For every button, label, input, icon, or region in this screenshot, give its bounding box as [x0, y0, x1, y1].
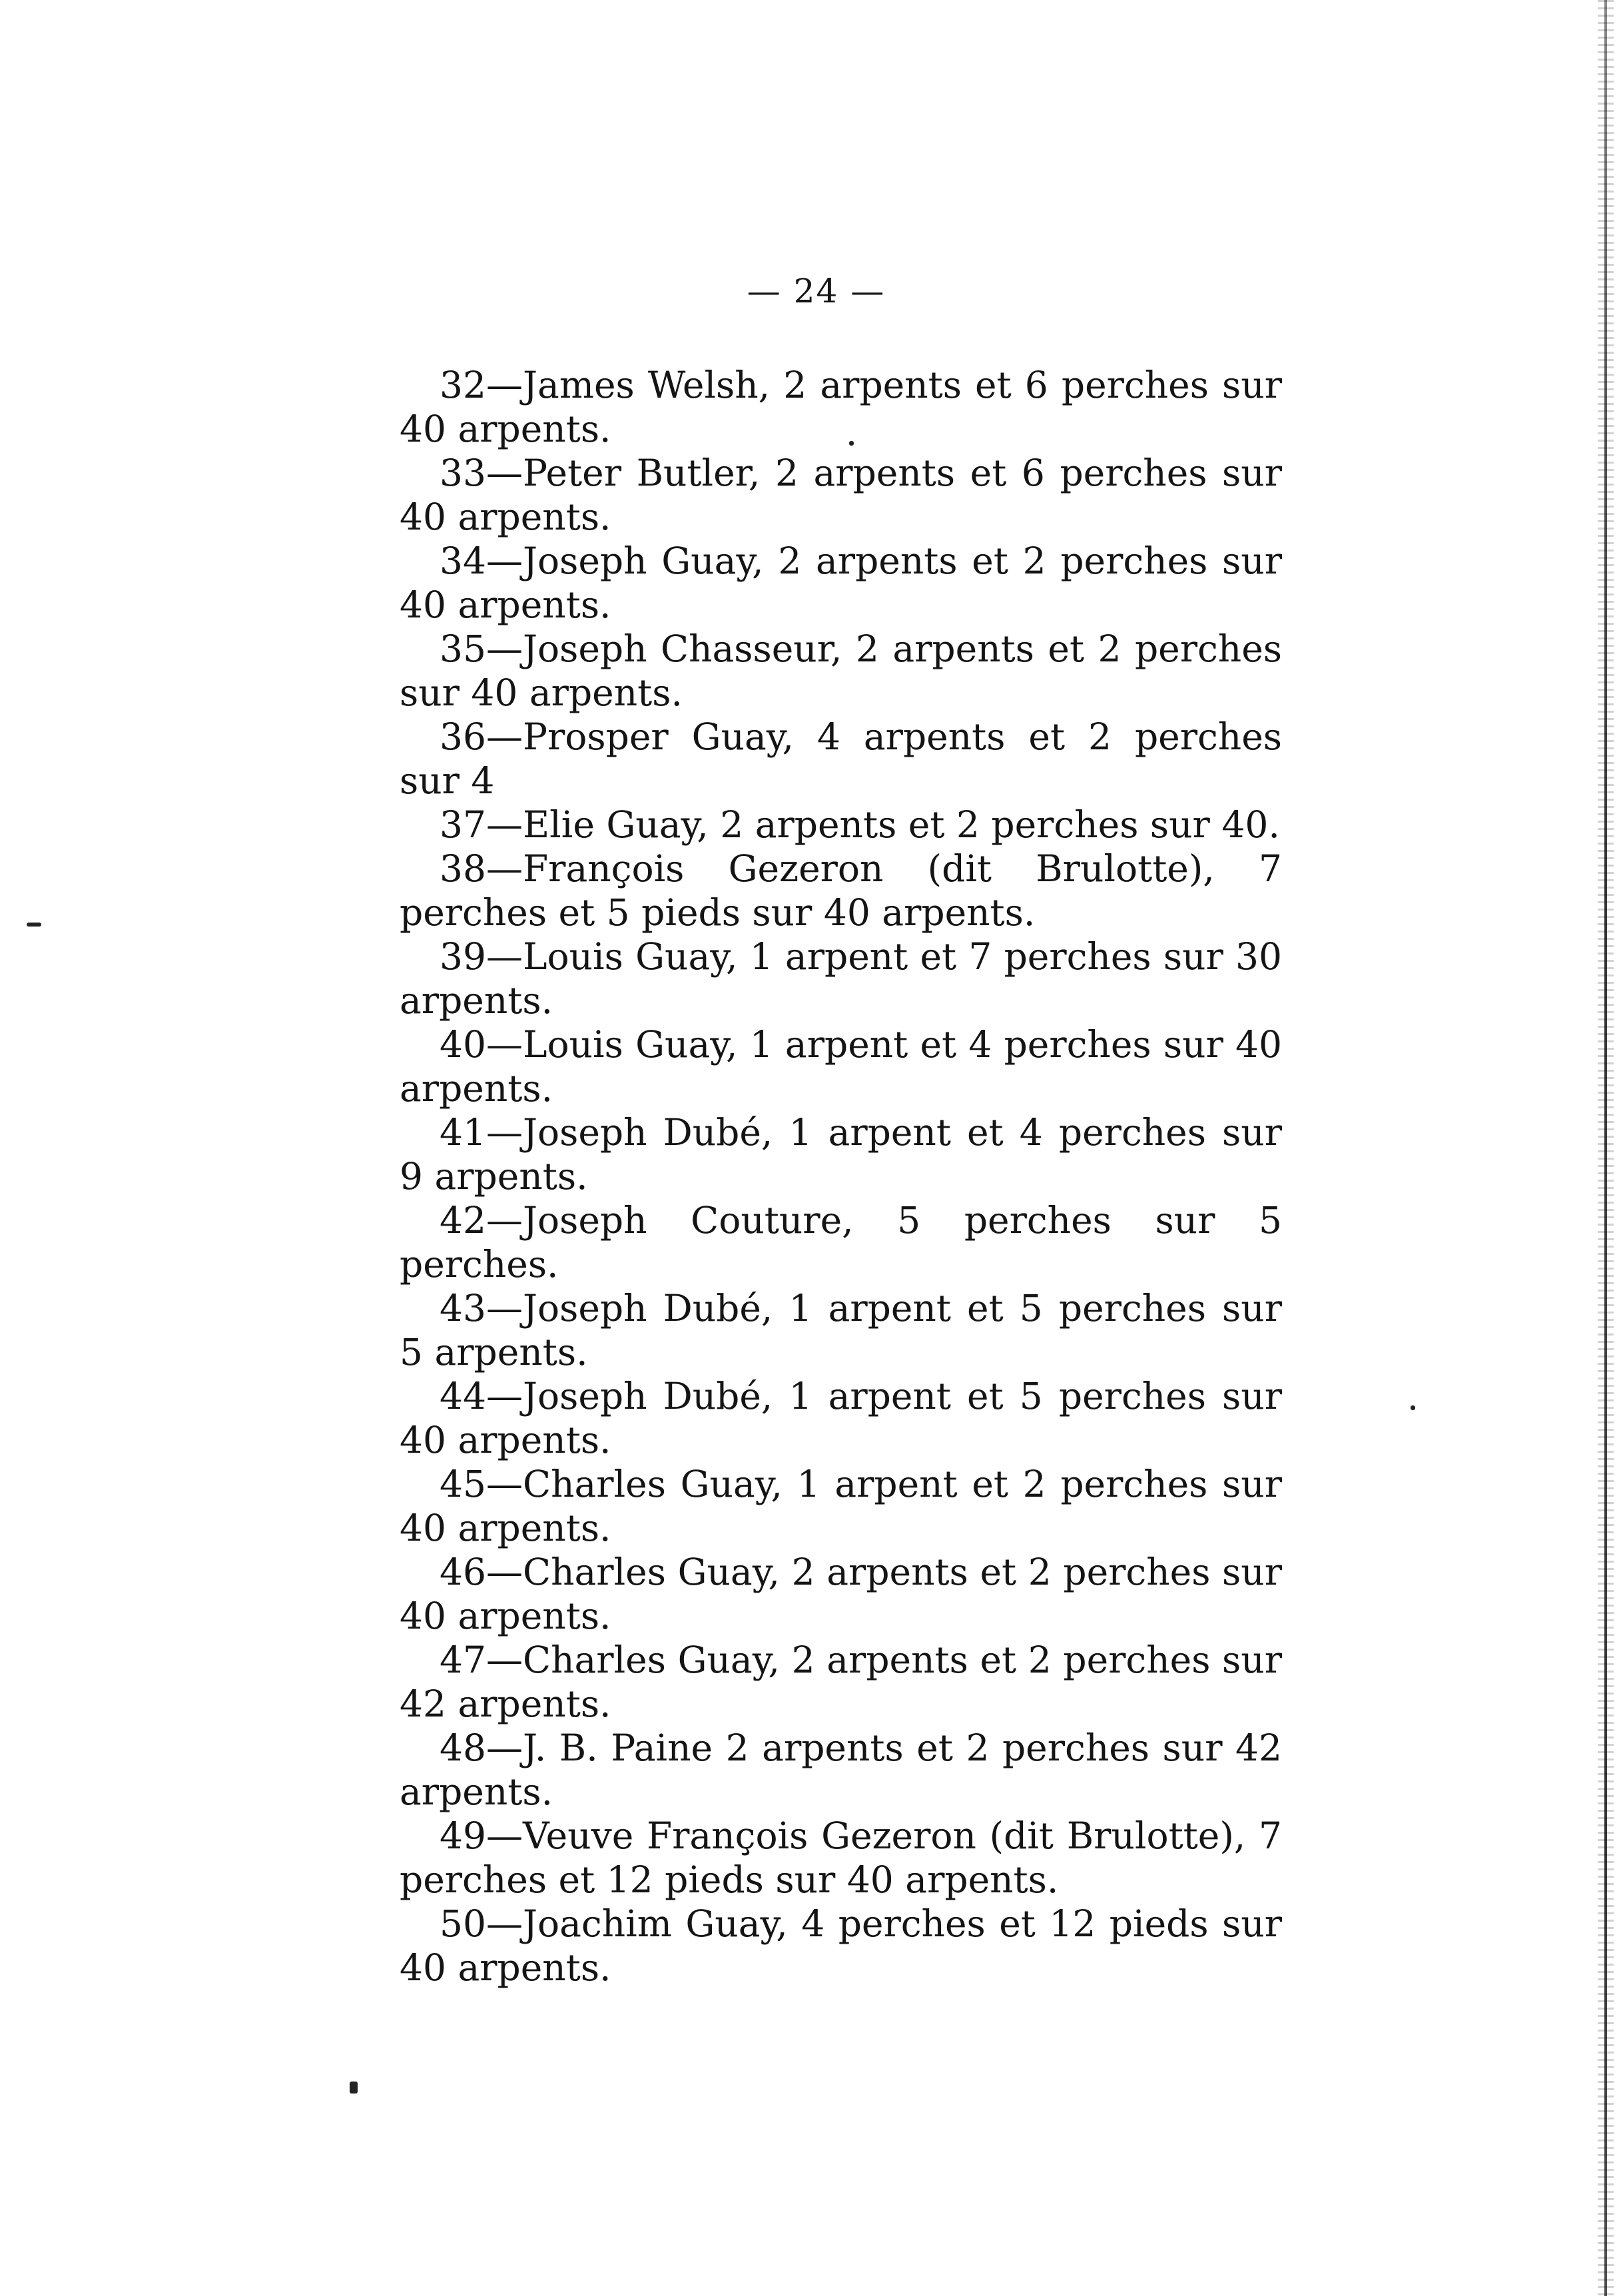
- entry-34: 34—Joseph Guay, 2 arpents et 2 perches sur 40 arpents.: [400, 540, 1282, 626]
- entry-49: 49—Veuve François Gezeron (dit Brulotte), 7 perches et 12 pieds sur 40 arpents.: [400, 1814, 1282, 1901]
- entry-32: 32—James Welsh, 2 arpents et 6 perches sur 40 arpents.: [400, 364, 1282, 450]
- stray-mark-right: [1411, 1405, 1415, 1410]
- entry-list: [400, 363, 1282, 1990]
- entry-46: 46—Charles Guay, 2 arpents et 2 perches sur 40 arpents.: [400, 1551, 1282, 1637]
- entry-42: 42—Joseph Couture, 5 perches sur 5 perches.: [400, 1199, 1282, 1286]
- entry-44: 44—Joseph Dubé, 1 arpent et 5 perches sur 40 arpents.: [400, 1375, 1282, 1461]
- entry-47: 47—Charles Guay, 2 arpents et 2 perches sur 42 arpents.: [400, 1639, 1282, 1725]
- entry-40: 40—Louis Guay, 1 arpent et 4 perches sur 40 arpents.: [400, 1023, 1282, 1110]
- entry-36: 36—Prosper Guay, 4 arpents et 2 perches sur 4: [400, 715, 1282, 802]
- entry-43: 43—Joseph Dubé, 1 arpent et 5 perches sur 5 arpents.: [400, 1287, 1282, 1373]
- stray-mark-top: [849, 441, 854, 446]
- binding-edge: [1579, 0, 1619, 2296]
- entry-37: 37—Elie Guay, 2 arpents et 2 perches sur 40.: [440, 803, 1280, 846]
- entry-33: 33—Peter Butler, 2 arpents et 6 perches sur 40 arpents.: [400, 452, 1282, 538]
- entry-48: 48—J. B. Paine 2 arpents et 2 perches sur 42 arpents.: [400, 1726, 1282, 1813]
- entry-41: 41—Joseph Dubé, 1 arpent et 4 perches sur 9 arpents.: [400, 1111, 1282, 1198]
- entry-45: 45—Charles Guay, 1 arpent et 2 perches sur 40 arpents.: [400, 1463, 1282, 1549]
- entry-50: 50—Joachim Guay, 4 perches et 12 pieds sur 40 arpents.: [400, 1902, 1282, 1989]
- entry-38: 38—François Gezeron (dit Brulotte), 7 perches et 5 pieds sur 40 arpents.: [400, 847, 1282, 934]
- page-number: — 24 —: [747, 272, 886, 310]
- entry-35: 35—Joseph Chasseur, 2 arpents et 2 perches sur 40 arpents.: [400, 627, 1282, 714]
- binding-speckle: [1598, 0, 1614, 2296]
- entry-39: 39—Louis Guay, 1 arpent et 7 perches sur 30 arpents.: [400, 935, 1282, 1022]
- stray-mark-bottom: [350, 2082, 358, 2094]
- stray-mark-left: [27, 923, 41, 927]
